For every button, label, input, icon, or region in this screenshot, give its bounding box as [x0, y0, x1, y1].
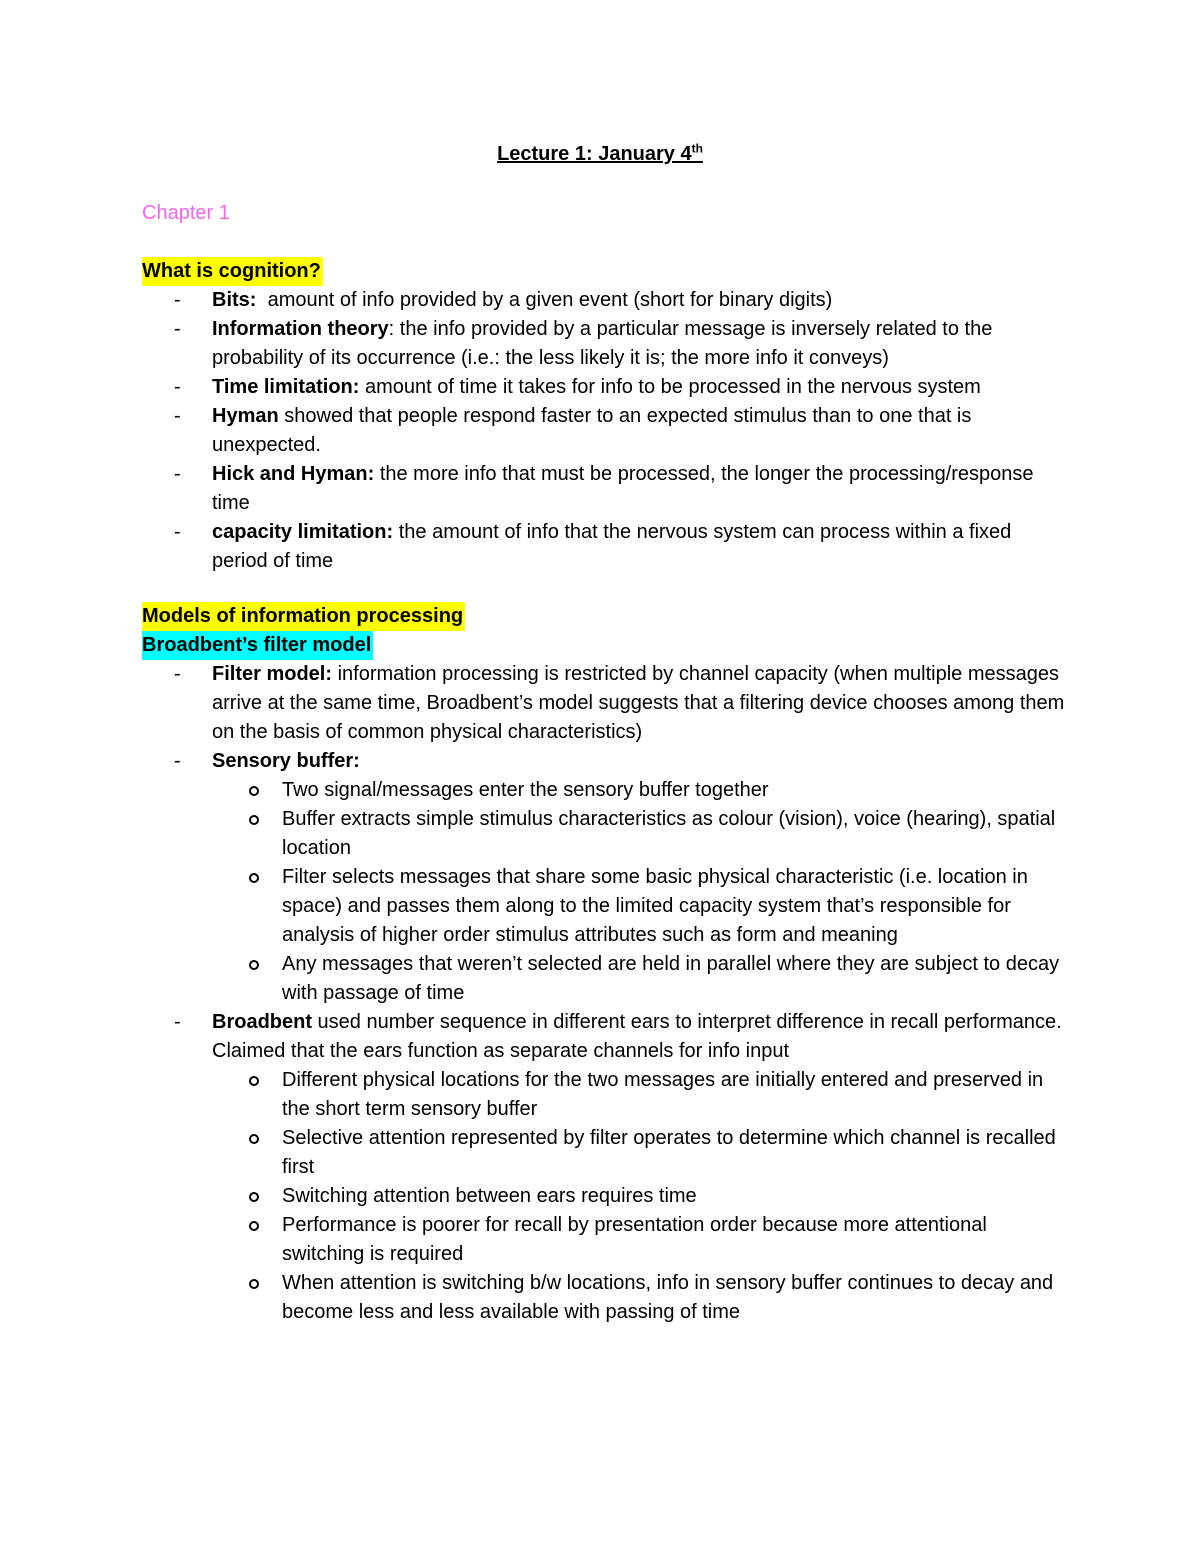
list-item	[142, 402, 1072, 460]
list-item-text: the more info that must be processed, the longer the processing/response time	[212, 463, 1034, 514]
chapter-heading: Chapter 1	[142, 202, 230, 224]
sub-list-item: Different physical locations for the two messages are initially entered and preserved in the short term sensory buffer	[142, 1066, 1072, 1124]
bullet-list	[142, 286, 1072, 576]
sub-list-item: Filter selects messages that share some basic physical characteristic (i.e. location in space) and passes them along to the limited capacity system that’s responsible for analysis of higher order stimulus attributes such as form and meaning	[142, 863, 1072, 950]
section-what-is-cognition	[142, 257, 1072, 576]
list-item	[142, 286, 1072, 315]
list-item-text: showed that people respond faster to an expected stimulus than to one that is unexpected.	[212, 405, 972, 456]
lecture-title-text: Lecture 1: January 4	[497, 143, 692, 165]
list-item-term: Hick and Hyman:	[212, 463, 375, 485]
list-item-term: Bits:	[212, 289, 257, 311]
list-item-text: used number sequence in different ears to interpret difference in recall performance. Claimed that the ears function as separate channels for info input	[212, 1011, 1062, 1062]
sub-list-item: Two signal/messages enter the sensory buffer together	[142, 776, 1072, 805]
list-item-text: amount of time it takes for info to be processed in the nervous system	[359, 376, 981, 398]
list-item-term: Broadbent	[212, 1011, 312, 1033]
list-item-term: Information theory	[212, 318, 389, 340]
list-item	[142, 460, 1072, 518]
list-item	[142, 1008, 1072, 1327]
section-subheading: Broadbent’s filter model	[142, 631, 373, 660]
sub-bullet-list	[212, 1066, 1072, 1327]
list-item-term: Sensory buffer:	[212, 750, 360, 772]
list-item-term: Time limitation:	[212, 376, 360, 398]
sub-list-item: Selective attention represented by filter operates to determine which channel is recalled first	[142, 1124, 1072, 1182]
list-item	[142, 373, 1072, 402]
list-item-text: information processing is restricted by channel capacity (when multiple messages arrive at the same time, Broadbent’s model suggests that a filtering device chooses among them on the basis of common physical characteristics)	[212, 663, 1065, 743]
sub-list-item: Any messages that weren’t selected are held in parallel where they are subject to decay with passage of time	[142, 950, 1072, 1008]
list-item	[142, 518, 1072, 576]
section-heading: Models of information processing	[142, 602, 465, 631]
bullet-list	[142, 660, 1072, 1327]
list-item-text: : the info provided by a particular message is inversely related to the probability of its occurrence (i.e.: the less likely it is; the more info it conveys)	[212, 318, 993, 369]
list-item-text: amount of info provided by a given event (short for binary digits)	[256, 289, 833, 311]
list-item-term: Hyman	[212, 405, 279, 427]
lecture-title	[0, 140, 1200, 169]
section-heading: What is cognition?	[142, 257, 323, 286]
section-models-of-information-processing	[142, 602, 1072, 1327]
list-item-term: capacity limitation:	[212, 521, 394, 543]
list-item-text: the amount of info that the nervous system can process within a fixed period of time	[212, 521, 1012, 572]
list-item	[142, 747, 1072, 1008]
sub-bullet-list	[212, 776, 1072, 1008]
list-item	[142, 660, 1072, 747]
list-item	[142, 315, 1072, 373]
sub-list-item: Buffer extracts simple stimulus characteristics as colour (vision), voice (hearing), spatial location	[142, 805, 1072, 863]
sub-list-item: Switching attention between ears requires time	[142, 1182, 1072, 1211]
sub-list-item: When attention is switching b/w locations, info in sensory buffer continues to decay and become less and less available with passing of time	[142, 1269, 1072, 1327]
sub-list-item: Performance is poorer for recall by presentation order because more attentional switching is required	[142, 1211, 1072, 1269]
list-item-term: Filter model:	[212, 663, 333, 685]
lecture-title-superscript: th	[691, 141, 703, 156]
